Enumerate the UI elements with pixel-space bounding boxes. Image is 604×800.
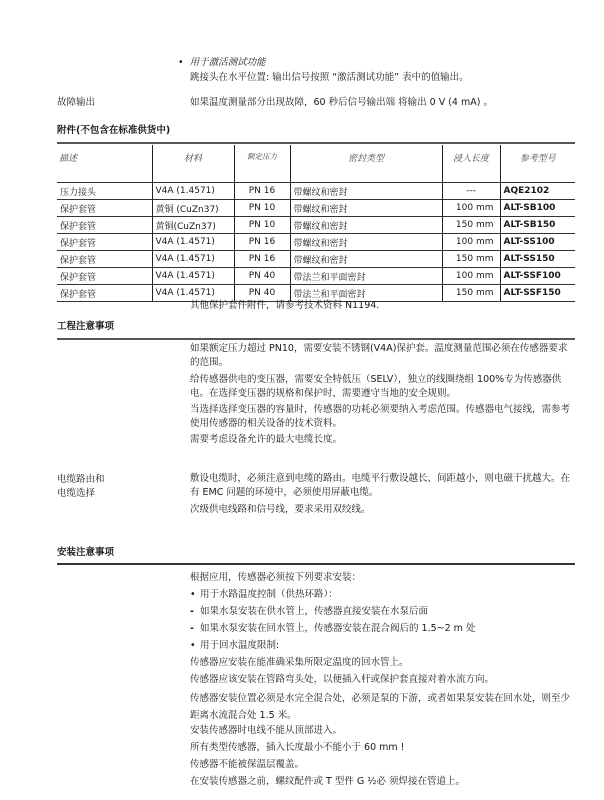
cell-description: 保护套管 — [57, 251, 152, 268]
accessories-title: 附件(不包含在标准供货中) — [57, 125, 171, 136]
header-rated-pressure: 额定压力 — [234, 145, 290, 183]
activation-title: 用于激活测试功能 — [189, 57, 266, 68]
install-line: 传感器应安装在能准确采集所限定温度的回水管上。 — [190, 657, 409, 668]
cell-material: V4A (1.4571) — [152, 285, 234, 302]
install-bullet: • 用于回水温度限制: — [190, 639, 580, 656]
cell-seal: 带螺纹和密封 — [290, 183, 442, 200]
cell-model: ALT-SB100 — [500, 200, 575, 217]
cell-pressure: PN 16 — [234, 183, 290, 200]
cell-pressure: PN 10 — [234, 200, 290, 217]
cell-material: 黄铜(CuZn37) — [152, 217, 234, 234]
fault-output-label: 故障输出 — [57, 97, 96, 108]
install-line: 传感器不能被保温层覆盖。 — [190, 759, 305, 770]
cell-length: 150 mm — [442, 217, 500, 234]
cell-seal: 带螺纹和密封 — [290, 234, 442, 251]
header-material: 材料 — [152, 145, 234, 183]
cell-length: --- — [442, 183, 500, 200]
cell-pressure: PN 40 — [234, 285, 290, 302]
install-line: 传感器安装位置必须是水完全混合处，必须是泵的下游，或者如果泵安装在回水处，则至少距离水流混合处 1.5 米。 — [190, 693, 571, 721]
header-reference-model: 参考型号 — [500, 145, 575, 183]
cell-model: ALT-SB150 — [500, 217, 575, 234]
cell-description: 保护套管 — [57, 285, 152, 302]
cell-seal: 带螺纹和密封 — [290, 251, 442, 268]
cable-paragraph: 敷设电缆时，必须注意到电缆的路由。电缆平行敷设越长、间距越小，则电磁干扰越大。在有 EMC 问题的环境中，必须使用屏蔽电缆。 — [190, 473, 571, 498]
cell-model: ALT-SS150 — [500, 251, 575, 268]
table-row — [57, 251, 575, 268]
cell-length: 150 mm — [442, 251, 500, 268]
header-immersion-length: 浸入长度 — [442, 145, 500, 183]
fault-output-text: 如果温度测量部分出现故障，60 秒后信号输出端 将输出 0 V (4 mA) 。 — [190, 97, 493, 108]
table-row — [57, 183, 575, 200]
installation-title: 安装注意事项 — [57, 547, 115, 558]
cell-seal: 带螺纹和密封 — [290, 217, 442, 234]
bullet-dot: • — [178, 57, 190, 68]
cell-pressure: PN 10 — [234, 217, 290, 234]
cell-length: 100 mm — [442, 200, 500, 217]
cell-description: 保护套管 — [57, 234, 152, 251]
cell-seal: 带法兰和平面密封 — [290, 268, 442, 285]
cell-material: V4A (1.4571) — [152, 268, 234, 285]
install-line: 传感器应该安装在管路弯头处，以便插入杆或保护套直接对着水流方向。 — [190, 674, 495, 685]
install-dash: - 如果水泵安装在供水管上，传感器直接安装在水泵后面 — [190, 605, 580, 622]
cell-model: AQE2102 — [500, 183, 575, 200]
cell-material: V4A (1.4571) — [152, 251, 234, 268]
accessories-note: 其他保护套件附件，请参考技术资料 N1194. — [190, 300, 380, 311]
activation-text: 跳接头在水平位置: 输出信号按照 “激活测试功能” 表中的值输出。 — [190, 72, 469, 83]
cell-description: 保护套管 — [57, 217, 152, 234]
install-line: 所有类型传感器，插入长度最小不能小于 60 mm ! — [190, 742, 405, 753]
install-line: 在安装传感器之前，螺纹配件或 T 型件 G ½必 须焊接在管道上。 — [190, 776, 465, 787]
cable-label-line1: 电缆路由和 — [57, 474, 105, 485]
install-bullet: • 用于水路温度控制（供热环路）： — [190, 588, 580, 605]
engineering-paragraph: 如果额定压力超过 PN10，需要安装不锈钢(V4A)保护套。温度测量范围必须在传感器要求的范围。 — [190, 343, 568, 368]
cell-length: 100 mm — [442, 234, 500, 251]
cell-length: 100 mm — [442, 268, 500, 285]
cell-seal: 带螺纹和密封 — [290, 200, 442, 217]
install-dash: - 如果水泵安装在回水管上，传感器安装在混合阀后的 1.5~2 m 处 — [190, 622, 580, 639]
cell-material: 黄铜 (CuZn37) — [152, 200, 234, 217]
cell-pressure: PN 16 — [234, 251, 290, 268]
header-description: 描述 — [59, 154, 78, 164]
cell-length: 150 mm — [442, 285, 500, 302]
engineering-title: 工程注意事项 — [57, 321, 115, 332]
cell-model: ALT-SS100 — [500, 234, 575, 251]
cable-paragraph: 次级供电线路和信号线，要求采用双绞线。 — [190, 504, 371, 515]
installation-divider — [57, 563, 575, 565]
table-row — [57, 200, 575, 217]
engineering-divider — [57, 338, 575, 340]
cell-material: V4A (1.4571) — [152, 183, 234, 200]
cell-model: ALT-SSF150 — [500, 285, 575, 302]
engineering-paragraph: 需要考虑设备允许的最大电缆长度。 — [190, 434, 343, 445]
engineering-paragraph: 当选择选择变压器的容量时，传感器的功耗必须要纳入考虑范围。传感器电气接线，需参考使用传感器的相关设备的技术资料。 — [190, 404, 571, 429]
table-header-row — [57, 145, 575, 183]
activation-bullet — [178, 56, 266, 69]
table-row — [57, 234, 575, 251]
cell-seal: 带法兰和平面密封 — [290, 285, 442, 302]
table-row — [57, 217, 575, 234]
table-row — [57, 268, 575, 285]
cable-label-line2: 电缆选择 — [57, 488, 96, 499]
install-line: 安装传感器时电线不能从顶部进入。 — [190, 725, 343, 736]
cell-description: 保护套管 — [57, 268, 152, 285]
installation-list — [190, 571, 580, 792]
cell-description: 压力接头 — [57, 183, 152, 200]
accessories-table — [57, 145, 575, 302]
cell-description: 保护套管 — [57, 200, 152, 217]
cell-pressure: PN 40 — [234, 268, 290, 285]
cell-pressure: PN 16 — [234, 234, 290, 251]
install-line: 根据应用，传感器必须按下列要求安装： — [190, 572, 362, 583]
accessories-divider — [57, 142, 575, 144]
cell-material: V4A (1.4571) — [152, 234, 234, 251]
header-seal-type: 密封类型 — [290, 145, 442, 183]
cell-model: ALT-SSF100 — [500, 268, 575, 285]
engineering-paragraph: 给传感器供电的变压器，需要安全特低压（SELV），独立的线圈绕组 100%专为传感器供电。在选择变压器的规格和保护时，需要遵守当地的安全规则。 — [190, 374, 562, 399]
